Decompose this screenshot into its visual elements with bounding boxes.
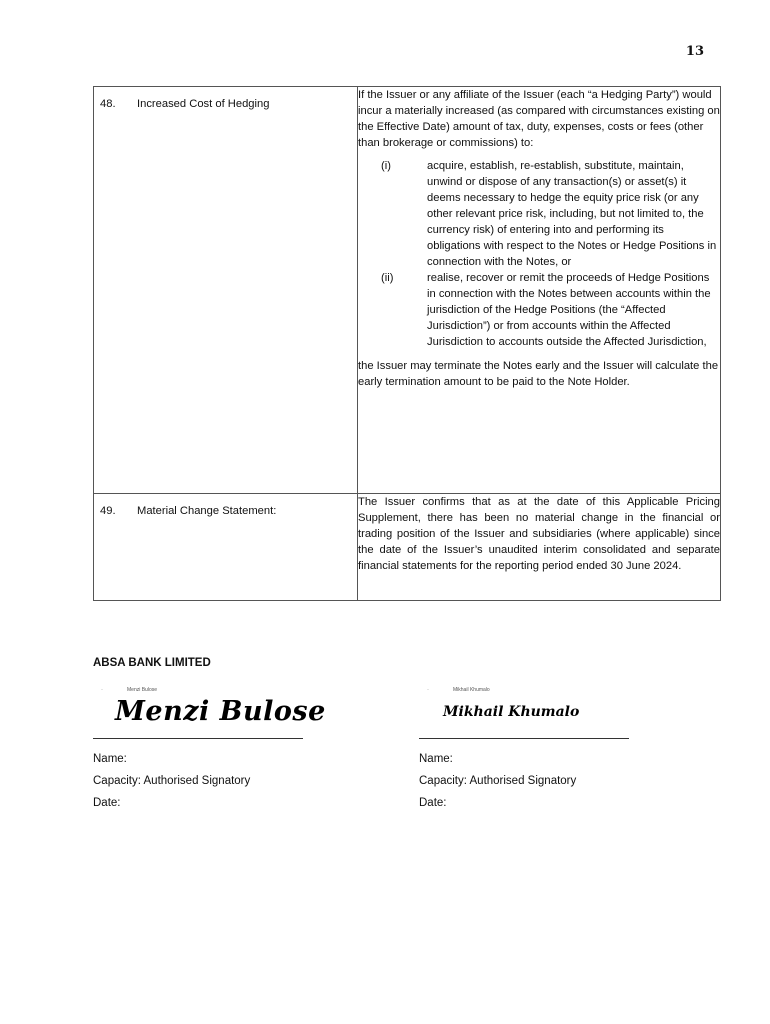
handwritten-signature: Mikhail Khumalo xyxy=(443,704,580,720)
item-title: Increased Cost of Hedging xyxy=(137,98,270,110)
item-label-cell xyxy=(94,87,358,494)
list-item xyxy=(358,270,720,350)
name-label: Name: xyxy=(93,753,127,765)
signature-block-left xyxy=(93,684,393,814)
list-item xyxy=(358,158,720,270)
capacity-label: Capacity: Authorised Signatory xyxy=(93,775,251,787)
item-content-cell xyxy=(358,494,721,601)
signature-block-right xyxy=(419,684,719,814)
sub-item-marker: (ii) xyxy=(381,272,394,284)
signer-caption: Menzi Bulose xyxy=(127,687,158,693)
table-row xyxy=(94,87,721,494)
bank-name: ABSA BANK LIMITED xyxy=(93,657,211,669)
page-number: 13 xyxy=(685,44,704,59)
item-title: Material Change Statement: xyxy=(137,505,277,517)
table-row xyxy=(94,494,721,601)
signer-caption: Mikhail Khumalo xyxy=(453,687,490,693)
sub-item-text: realise, recover or remit the proceeds of Hedge Positions in connection with the Notes between accounts within the jurisdiction of the Hedge Positions (the “Affected Jurisdiction”) or from accounts within the Affected Jurisdiction to accounts outside the Affected Jurisdiction, xyxy=(427,272,711,348)
item-number: 48. xyxy=(100,98,116,110)
date-label: Date: xyxy=(419,797,447,809)
item-outro: the Issuer may terminate the Notes early and the Issuer will calculate the early termination amount to be paid to the Note Holder. xyxy=(358,360,719,388)
sub-item-marker: (i) xyxy=(381,160,391,172)
signature-box: · Mikhail Khumalo Mikhail Khumalo xyxy=(419,684,719,748)
signature-box: · Menzi Bulose Menzi Bulose xyxy=(93,684,393,748)
item-label-cell xyxy=(94,494,358,601)
signature-line xyxy=(419,738,629,739)
handwritten-signature: Menzi Bulose xyxy=(115,696,326,727)
capacity-label: Capacity: Authorised Signatory xyxy=(419,775,577,787)
sub-item-list xyxy=(358,158,720,350)
terms-table xyxy=(93,86,721,601)
item-number: 49. xyxy=(100,505,116,517)
item-body: The Issuer confirms that as at the date of this Applicable Pricing Supplement, there has been no material change in the financial or trading position of the Issuer and subsidiaries (where applicable) since the date of the Issuer’s unaudited interim consolidated and separate financial statements for the reporting period ended 30 June 2024. xyxy=(358,496,720,572)
signature-line xyxy=(93,738,303,739)
date-label: Date: xyxy=(93,797,121,809)
item-content-cell xyxy=(358,87,721,494)
item-intro: If the Issuer or any affiliate of the Issuer (each “a Hedging Party”) would incur a materially increased (as compared with circumstances existing on the Effective Date) amount of tax, duty, expenses, costs or fees (other than brokerage or commissions) to: xyxy=(358,89,720,149)
sub-item-text: acquire, establish, re-establish, substitute, maintain, unwind or dispose of any transaction(s) or asset(s) it deems necessary to hedge the equity price risk (or any other relevant price risk, including, but not limited to, the currency risk) of entering into and performing its obligations with respect to the Notes or Hedge Positions in connection with the Notes, or xyxy=(427,160,717,268)
name-label: Name: xyxy=(419,753,453,765)
